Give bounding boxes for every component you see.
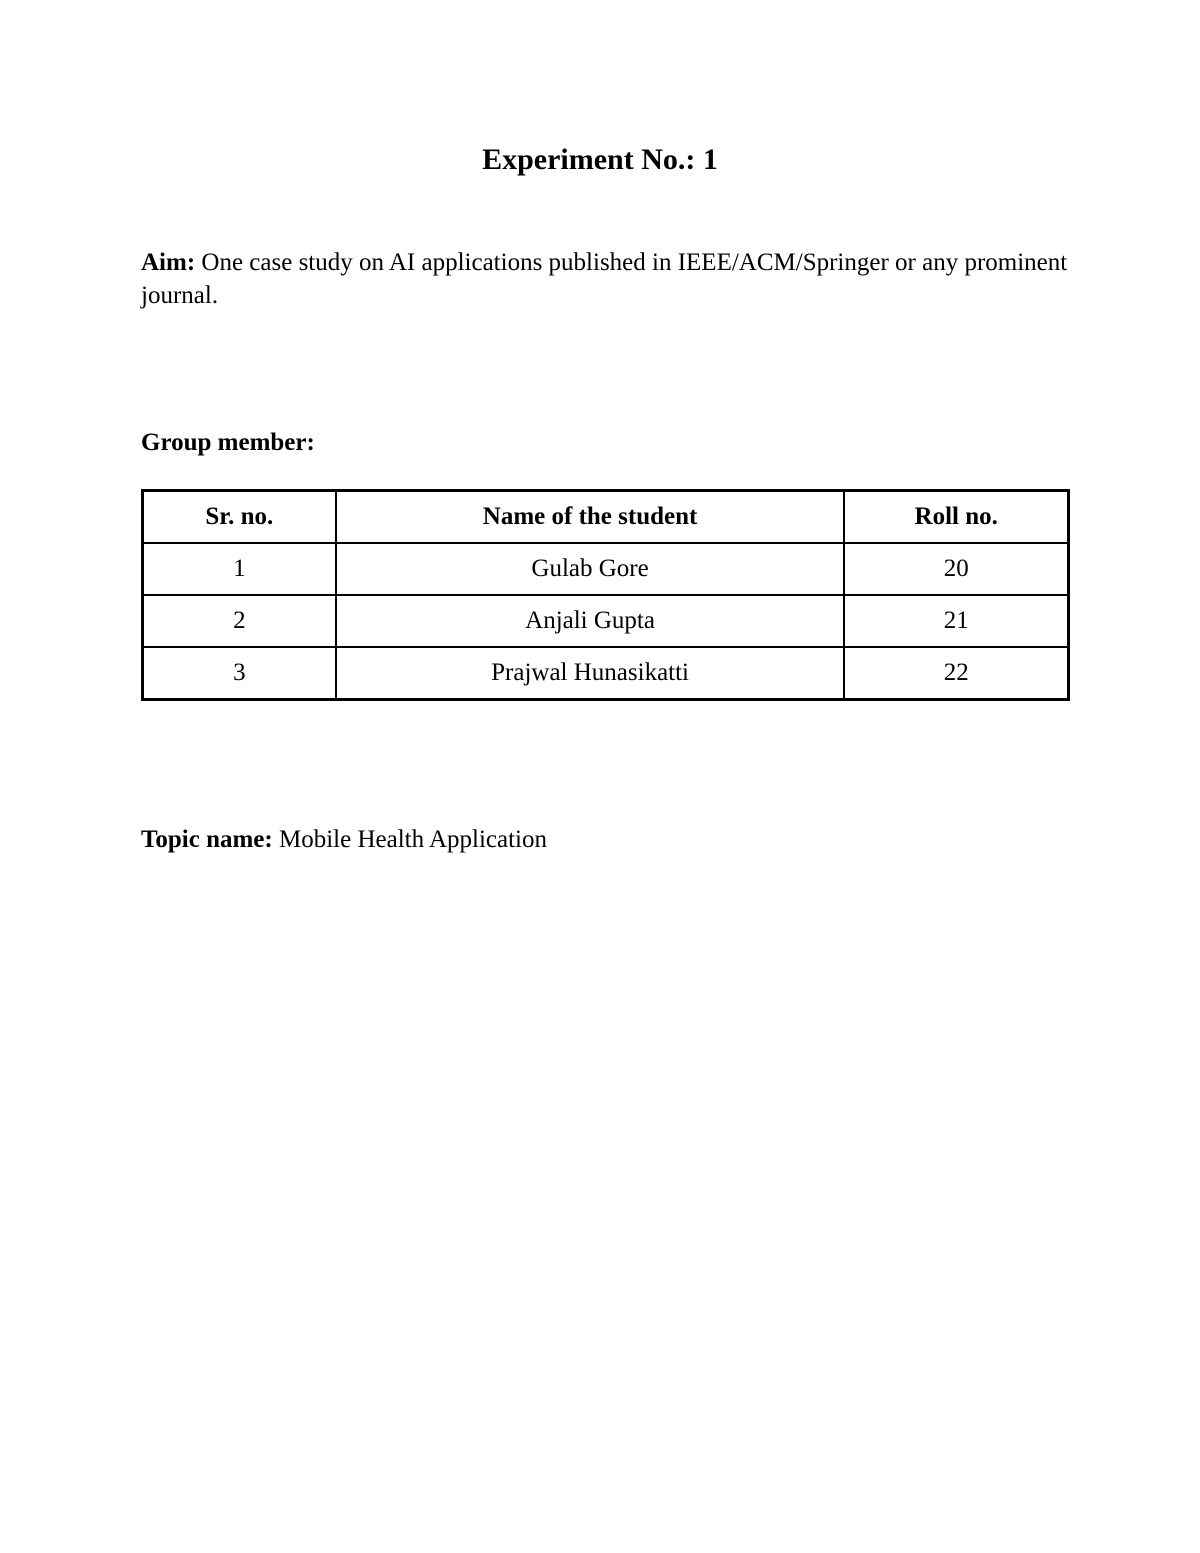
aim-label: Aim:: [141, 249, 196, 276]
table-row: [143, 595, 1069, 647]
header-sr-no: Sr. no.: [143, 491, 336, 544]
topic-paragraph: [141, 823, 547, 856]
table-row: [143, 647, 1069, 700]
page-title: Experiment No.: 1: [482, 143, 718, 176]
header-student-name: Name of the student: [336, 491, 845, 544]
cell-student-name: Prajwal Hunasikatti: [336, 647, 845, 700]
group-members-table: [141, 489, 1070, 701]
aim-paragraph: [141, 246, 1071, 312]
topic-text: Mobile Health Application: [278, 826, 547, 853]
cell-roll-no: 20: [844, 543, 1068, 595]
group-member-label: Group member:: [141, 429, 315, 456]
header-roll-no: Roll no.: [844, 491, 1068, 544]
cell-sr-no: 2: [143, 595, 336, 647]
aim-text: One case study on AI applications published in IEEE/ACM/Springer or any prominent journal.: [141, 249, 1068, 309]
cell-roll-no: 21: [844, 595, 1068, 647]
cell-student-name: Gulab Gore: [336, 543, 845, 595]
topic-label: Topic name:: [141, 826, 273, 853]
table-row: [143, 543, 1069, 595]
cell-student-name: Anjali Gupta: [336, 595, 845, 647]
table-header-row: [143, 491, 1069, 544]
cell-roll-no: 22: [844, 647, 1068, 700]
cell-sr-no: 1: [143, 543, 336, 595]
cell-sr-no: 3: [143, 647, 336, 700]
